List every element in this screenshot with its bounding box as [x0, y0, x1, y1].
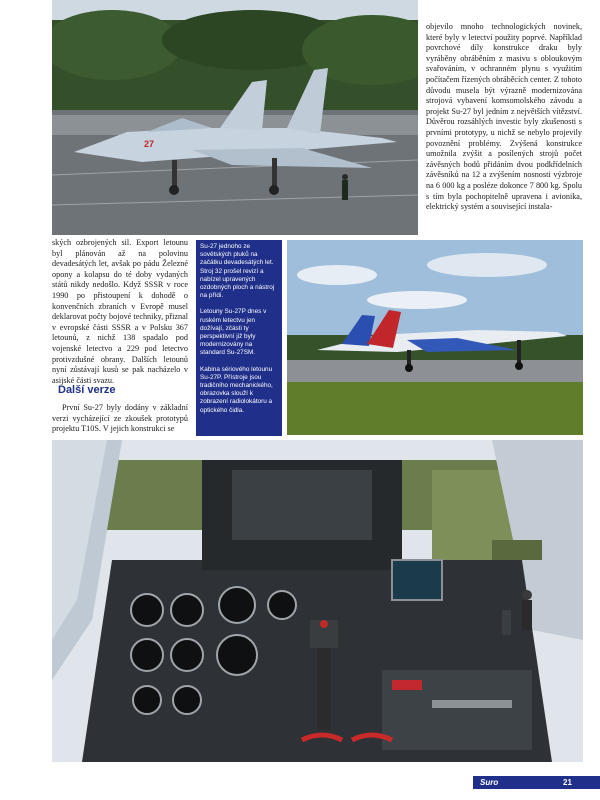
photo-cockpit	[52, 440, 583, 762]
caption-3: Kabina sériového letounu Su-27P. Přístroje jsou tradičního mechanického, obrazovka slouží k zobrazení radiolokátoru a optického čidla.	[200, 365, 273, 414]
footer-section: Suro	[480, 778, 499, 787]
caption-2: Letouny Su-27P dnes v ruském letectvu jen dožívají, zčásti ty perspektivní již byly modernizovány na standard Su-27SM.	[200, 308, 267, 357]
caption-1: Su-27 jednoho ze sovětských pluků na začátku devadesátých let. Stroj 32 prošel revizí a nabízel upravených ozdobných ploch a nástroj na přídi.	[200, 243, 275, 300]
photo-su27-taxiing	[287, 240, 583, 435]
text-column-left-low: První Su-27 byly dodány v základní verzi vycházející ze zkoušek prototypů projektu T10S. V jejich konstrukci se	[52, 403, 188, 434]
section-heading: Další verze	[58, 384, 116, 396]
tail-number-label: 27	[144, 139, 155, 149]
text-column-left-mid: ských ozbrojených sil. Export letounu byl plánován až na polovinu devadesátých let, avšak po pádu Železné opony a kolapsu do té doby vydaných států nikdy nedošlo. Když SSSR v roce 1990 po přistoupení k dohodě o konvenčních zbraních v Evropě musel deklarovat počty bojové techniky, přiznal v evropské části SSSR a v Polsku 367 letounů, z nichž 138 spadalo pod vojenské letectvo a 229 pod letectvo protivzdušné obrany. Dalších letounů nyní zůstávají kusů se pak nacházelo v asijské části svazu.	[52, 238, 188, 385]
text-column-top-right: objevilo mnoho technologických novinek, které byly v letectví použity poprvé. Například povrchové díly konstrukce draku byly vyráběny obráběním z masivu s obloukovým svařováním, v ochranném plynu s využitím počítačem řízených obráběcích center. Z tohoto důvodu musela být výrazně modernizována strojová vybavení komsomolského závodu a projekt Su-27 byl jedním z největších vítězství. Důvěrou rozsáhlých investic byly zkušenosti s prvními prototypy, u nichž se nebylo projevily povoznění problémy. Zvýšená konstrukce umožnila zvýšit a posílených strojů počet závěsných bodů přidáním dvou podkřídelních závěsníků na 12 a zvýšením nosnosti výzbroje na 6 000 kg a posléze dokonce 7 800 kg. Spolu s tím byla pochopitelně upravena i avionika, elektrický systém a související instala-	[426, 22, 582, 212]
caption-box	[196, 240, 282, 436]
page-number: 21	[563, 778, 572, 787]
photo-su27-apron	[52, 0, 418, 235]
